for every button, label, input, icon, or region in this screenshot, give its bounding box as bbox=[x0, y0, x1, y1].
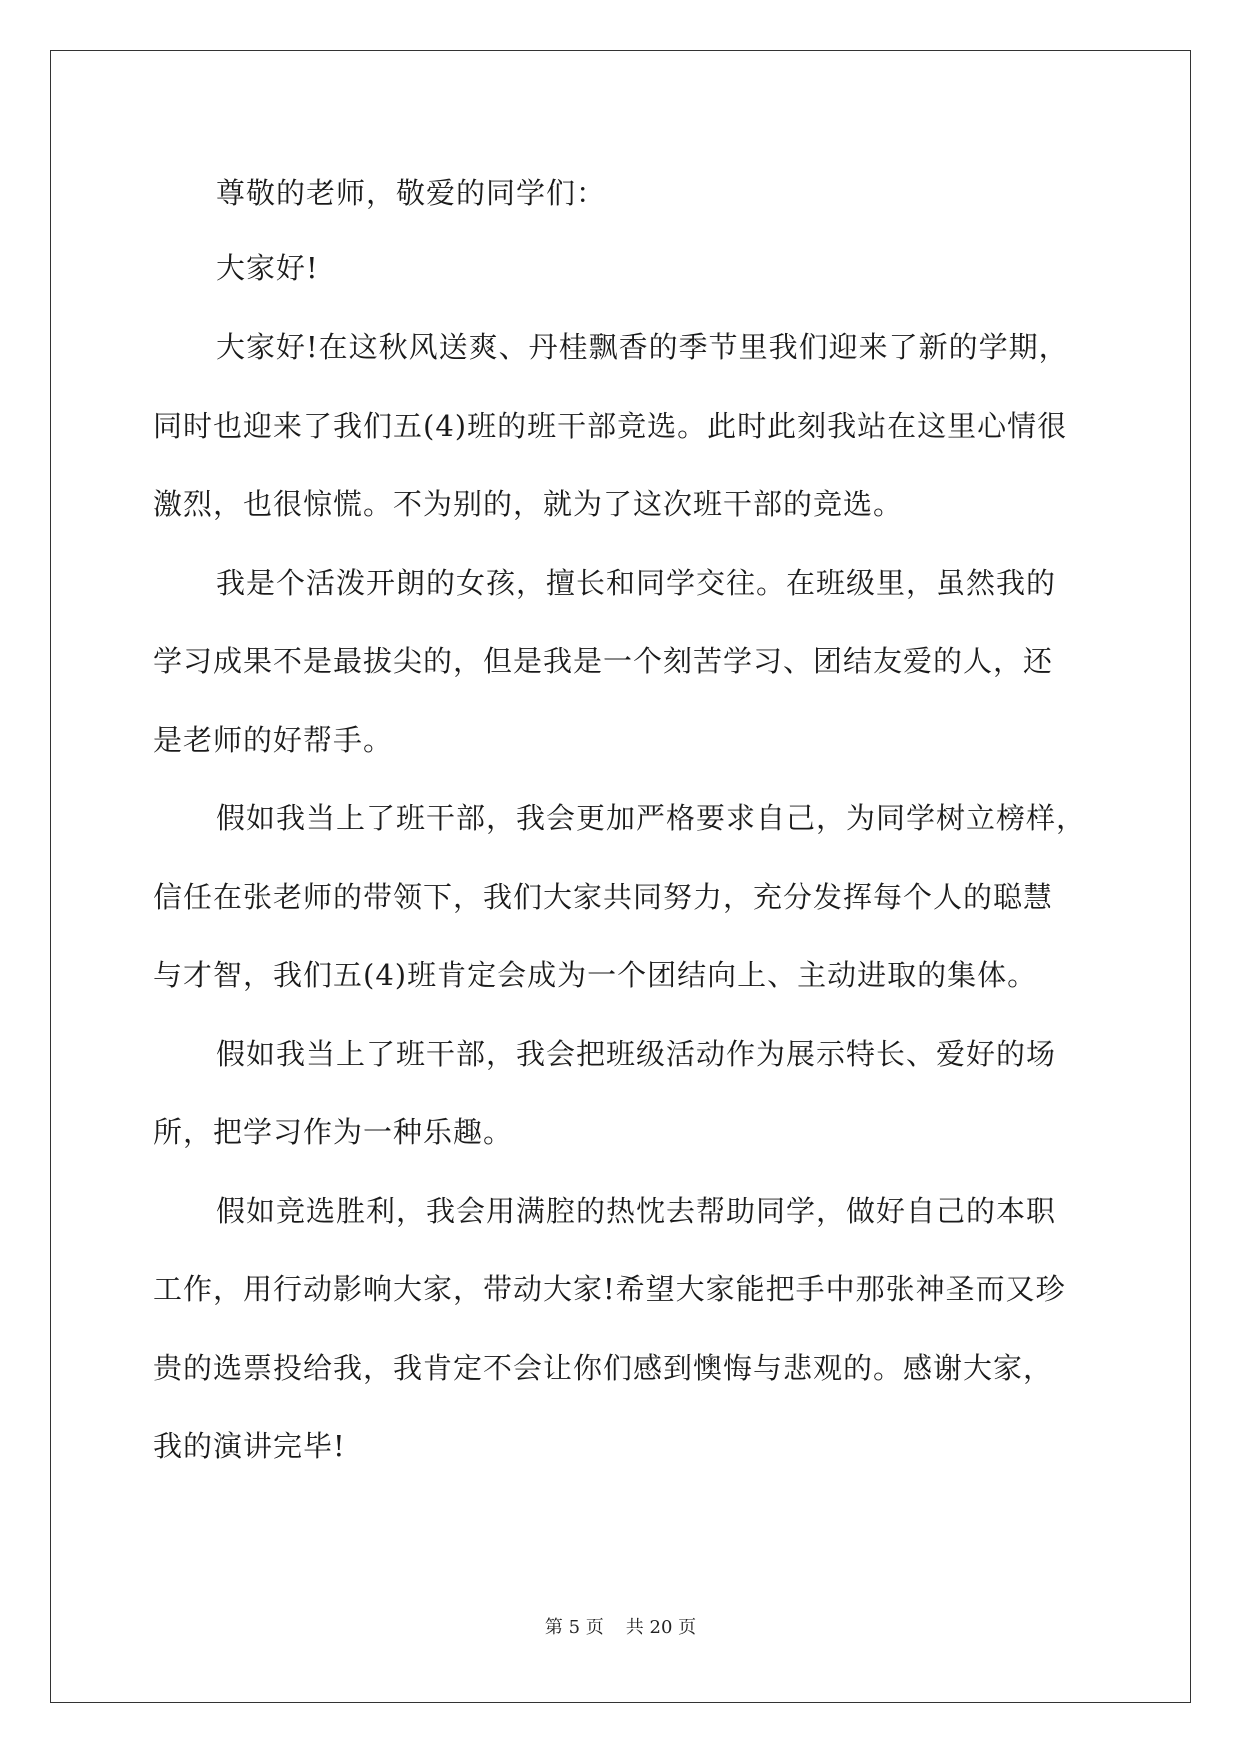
paragraph-line: 是老师的好帮手。 bbox=[153, 723, 394, 757]
paragraph-line: 激烈，也很惊慌。不为别的，就为了这次班干部的竞选。 bbox=[153, 487, 904, 521]
paragraph-line: 我是个活泼开朗的女孩，擅长和同学交往。在班级里，虽然我的 bbox=[216, 566, 1057, 600]
page-total: 共 20 页 bbox=[625, 1617, 697, 1638]
paragraph-line: 假如竞选胜利，我会用满腔的热忱去帮助同学，做好自己的本职 bbox=[216, 1194, 1057, 1228]
paragraph-line: 所，把学习作为一种乐趣。 bbox=[153, 1115, 514, 1149]
paragraph-line: 信任在张老师的带领下，我们大家共同努力，充分发挥每个人的聪慧 bbox=[153, 880, 1054, 914]
paragraph-line: 我的演讲完毕! bbox=[153, 1429, 346, 1463]
paragraph-line: 学习成果不是最拔尖的，但是我是一个刻苦学习、团结友爱的人，还 bbox=[153, 644, 1054, 678]
page-footer bbox=[0, 1617, 1241, 1639]
page-number: 第 5 页 bbox=[544, 1617, 604, 1638]
paragraph-line: 假如我当上了班干部，我会更加严格要求自己，为同学树立榜样， bbox=[216, 801, 1087, 835]
paragraph-line: 假如我当上了班干部，我会把班级活动作为展示特长、爱好的场 bbox=[216, 1037, 1057, 1071]
paragraph-line: 工作，用行动影响大家，带动大家!希望大家能把手中那张神圣而又珍 bbox=[153, 1272, 1066, 1306]
greeting-line: 大家好! bbox=[216, 251, 319, 285]
paragraph-line: 贵的选票投给我，我肯定不会让你们感到懊悔与悲观的。感谢大家， bbox=[153, 1351, 1054, 1385]
paragraph-line: 大家好!在这秋风送爽、丹桂飘香的季节里我们迎来了新的学期， bbox=[216, 330, 1069, 364]
paragraph-line: 与才智，我们五(4)班肯定会成为一个团结向上、主动进取的集体。 bbox=[153, 958, 1038, 992]
paragraph-line: 同时也迎来了我们五(4)班的班干部竞选。此时此刻我站在这里心情很 bbox=[153, 409, 1068, 443]
salutation-line: 尊敬的老师，敬爱的同学们： bbox=[216, 176, 607, 210]
